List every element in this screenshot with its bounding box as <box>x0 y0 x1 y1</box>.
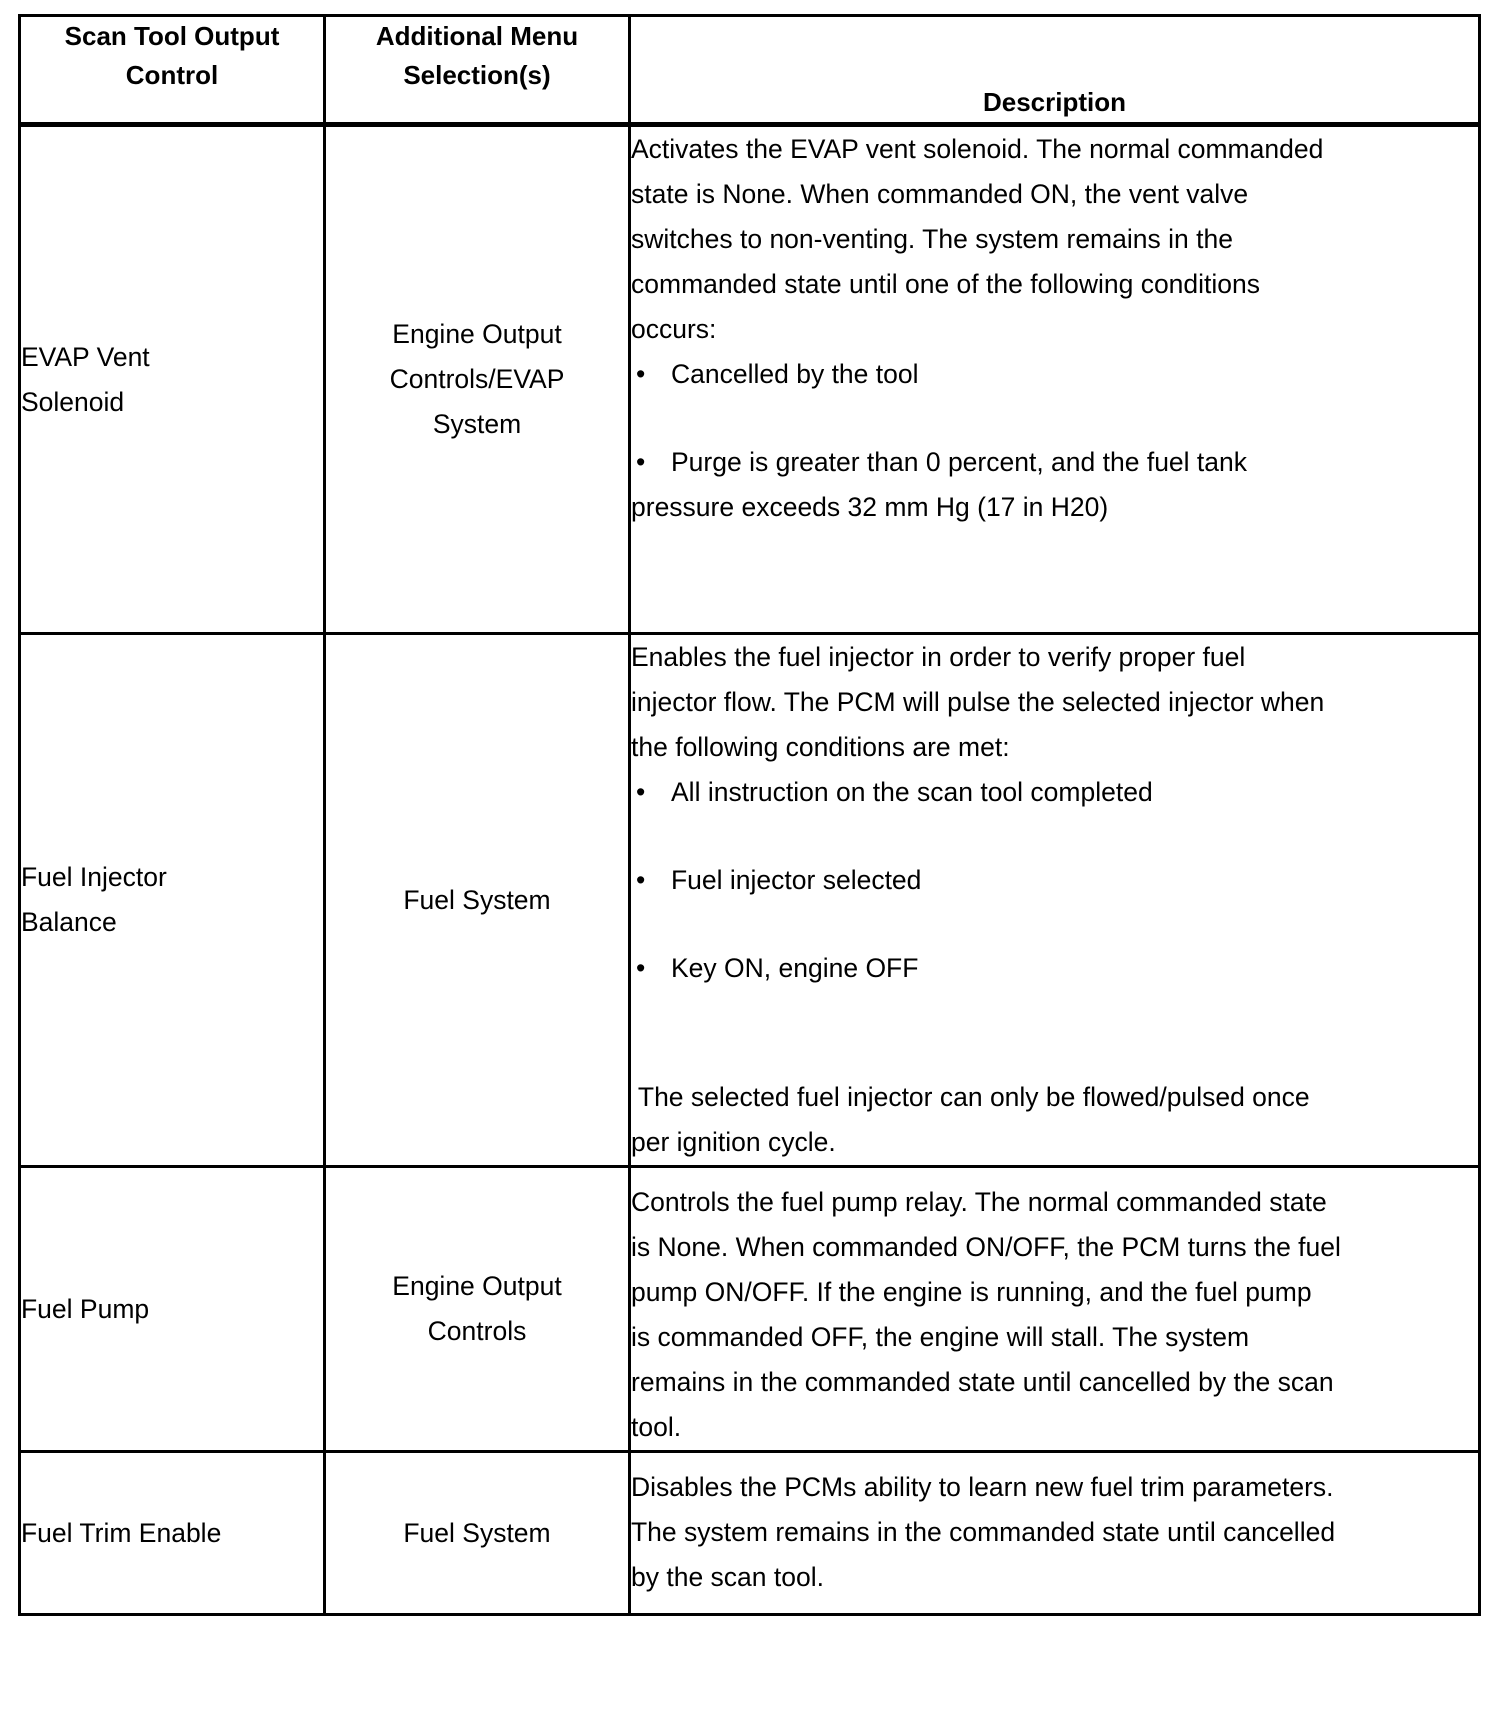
bullet-text: Fuel injector selected <box>671 865 922 895</box>
description-line: injector flow. The PCM will pulse the selected injector when <box>631 687 1325 717</box>
menu-text: System <box>432 409 522 439</box>
header-row <box>20 16 1480 125</box>
table-row <box>20 125 1480 634</box>
description-line: tool. <box>631 1412 682 1442</box>
control-text: Fuel Injector <box>21 862 167 892</box>
bullet-icon: • <box>636 777 646 807</box>
description-line: Enables the fuel injector in order to verify proper fuel <box>631 642 1246 672</box>
bullet-text: Key ON, engine OFF <box>671 953 919 983</box>
menu-text: Fuel System <box>403 884 551 915</box>
description-line: pump ON/OFF. If the engine is running, and the fuel pump <box>631 1277 1312 1307</box>
control-text: Balance <box>21 907 117 937</box>
description-line: per ignition cycle. <box>631 1127 836 1157</box>
menu-cell <box>325 1452 630 1615</box>
description-cell <box>630 125 1480 634</box>
bullet-text: Purge is greater than 0 percent, and the fuel tank <box>671 447 1248 477</box>
description-line: by the scan tool. <box>631 1562 824 1592</box>
description-line: commanded state until one of the following conditions <box>631 269 1261 299</box>
description-line: Activates the EVAP vent solenoid. The normal commanded <box>631 134 1324 164</box>
control-cell <box>20 1452 325 1615</box>
description-line: switches to non-venting. The system remains in the <box>631 224 1233 254</box>
bullet-item <box>631 440 1478 485</box>
bullet-icon: • <box>636 865 646 895</box>
menu-text: Controls <box>427 1316 527 1346</box>
table-row <box>20 1452 1480 1615</box>
menu-text: Engine Output <box>392 319 562 349</box>
menu-text: Engine Output <box>392 1271 562 1301</box>
menu-cell <box>325 125 630 634</box>
description-line: the following conditions are met: <box>631 732 1010 762</box>
control-text: Fuel Trim Enable <box>21 1517 222 1548</box>
description-line: Controls the fuel pump relay. The normal commanded state <box>631 1187 1327 1217</box>
bullet-item <box>631 858 1478 903</box>
description-cell <box>630 1452 1480 1615</box>
bullet-item <box>631 352 1478 397</box>
description-line: is None. When commanded ON/OFF, the PCM turns the fuel <box>631 1232 1341 1262</box>
header-menu <box>325 16 630 125</box>
menu-text: Controls/EVAP <box>389 364 565 394</box>
table-row <box>20 1167 1480 1452</box>
control-cell <box>20 1167 325 1452</box>
menu-cell <box>325 1167 630 1452</box>
description-line: The selected fuel injector can only be flowed/pulsed once <box>631 1082 1310 1112</box>
header-text: Additional Menu <box>375 21 579 51</box>
description-line: Disables the PCMs ability to learn new fuel trim parameters. <box>631 1472 1334 1502</box>
description-line: state is None. When commanded ON, the vent valve <box>631 179 1249 209</box>
description-cell <box>630 634 1480 1167</box>
header-text: Selection(s) <box>403 60 551 90</box>
bullet-continuation: pressure exceeds 32 mm Hg (17 in H20) <box>631 492 1109 522</box>
header-control <box>20 16 325 125</box>
table-row <box>20 634 1480 1167</box>
menu-cell <box>325 634 630 1167</box>
bullet-text: All instruction on the scan tool completed <box>671 777 1153 807</box>
description-line: The system remains in the commanded state until cancelled <box>631 1517 1336 1547</box>
scan-tool-output-table <box>18 14 1481 1616</box>
control-text: Fuel Pump <box>21 1293 150 1324</box>
description-line: remains in the commanded state until cancelled by the scan <box>631 1367 1334 1397</box>
control-text: Solenoid <box>21 386 125 417</box>
bullet-icon: • <box>636 447 646 477</box>
header-description: Description <box>630 16 1480 125</box>
control-cell <box>20 634 325 1167</box>
description-cell <box>630 1167 1480 1452</box>
bullet-icon: • <box>636 953 646 983</box>
header-text: Scan Tool Output <box>64 21 280 51</box>
control-text: EVAP Vent <box>21 341 150 372</box>
header-text: Control <box>125 60 219 90</box>
control-cell <box>20 125 325 634</box>
bullet-item <box>631 946 1478 991</box>
menu-text: Fuel System <box>403 1517 551 1548</box>
bullet-item <box>631 770 1478 815</box>
description-line: is commanded OFF, the engine will stall. The system <box>631 1322 1250 1352</box>
description-line: occurs: <box>631 314 717 344</box>
bullet-text: Cancelled by the tool <box>671 359 919 389</box>
bullet-icon: • <box>636 359 646 389</box>
